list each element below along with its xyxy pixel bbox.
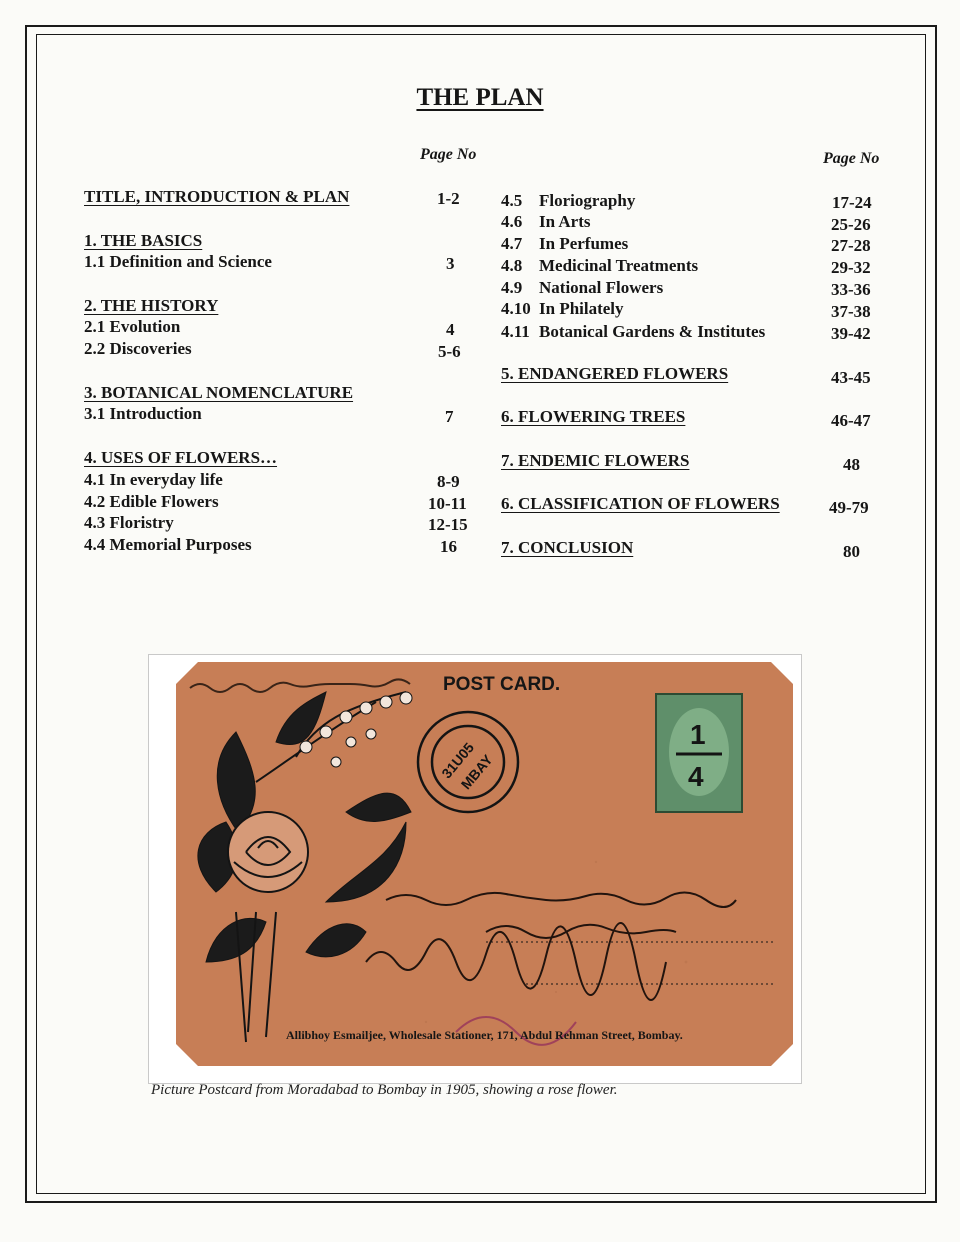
toc-page: 10-11 bbox=[428, 494, 467, 513]
toc-entry: 2.2 Discoveries bbox=[84, 339, 192, 358]
toc-endemic-flowers: 7. ENDEMIC FLOWERS bbox=[501, 451, 690, 470]
postmark bbox=[418, 712, 518, 812]
toc-entry: 4.9 National Flowers bbox=[501, 278, 664, 297]
toc-page: 7 bbox=[445, 407, 454, 426]
toc-endangered-flowers: 5. ENDANGERED FLOWERS bbox=[501, 364, 729, 383]
toc-entry: 4.8 Medicinal Treatments bbox=[501, 256, 699, 275]
postcard-artwork bbox=[176, 662, 793, 1066]
toc-page: 27-28 bbox=[831, 236, 871, 255]
toc-title-intro-plan: TITLE, INTRODUCTION & PLAN bbox=[84, 187, 350, 206]
toc-page: 39-42 bbox=[831, 324, 871, 343]
toc-page: 4 bbox=[446, 320, 455, 339]
toc-entry: 4.11 Botanical Gardens & Institutes bbox=[501, 322, 766, 341]
toc-page: 25-26 bbox=[831, 215, 871, 234]
rose-illustration bbox=[198, 692, 412, 1042]
toc-page: 3 bbox=[446, 254, 455, 273]
toc-entry: 3.1 Introduction bbox=[84, 404, 202, 423]
toc-page: 8-9 bbox=[437, 472, 460, 491]
toc-page: 49-79 bbox=[829, 498, 869, 517]
toc-entry: 4.3 Floristry bbox=[84, 513, 174, 532]
toc-the-basics: 1. THE BASICS bbox=[84, 231, 203, 250]
toc-flowering-trees: 6. FLOWERING TREES bbox=[501, 407, 686, 426]
toc-page: 37-38 bbox=[831, 302, 871, 321]
toc-page: 46-47 bbox=[831, 411, 871, 430]
page-no-header-left: Page No bbox=[420, 146, 477, 163]
postcard-stationer: Allibhoy Esmailjee, Wholesale Stationer, 171, Abdul Rehman Street, Bombay. bbox=[286, 1028, 683, 1042]
postage-stamp bbox=[656, 694, 742, 812]
toc-page: 29-32 bbox=[831, 258, 871, 277]
postmark-city: MBAY bbox=[457, 751, 496, 793]
toc-uses-of-flowers: 4. USES OF FLOWERS… bbox=[84, 448, 278, 467]
stamp-value-bottom: 4 bbox=[688, 761, 704, 792]
page-title: THE PLAN bbox=[416, 84, 544, 111]
toc-entry: 4.2 Edible Flowers bbox=[84, 492, 219, 511]
toc-page: 12-15 bbox=[428, 515, 468, 534]
toc-entry: 4.6 In Arts bbox=[501, 212, 591, 231]
toc-entry: 4.4 Memorial Purposes bbox=[84, 535, 252, 554]
stamp-value-top: 1 bbox=[690, 719, 706, 750]
toc-page: 48 bbox=[843, 455, 860, 474]
toc-page: 5-6 bbox=[438, 342, 461, 361]
toc-page: 1-2 bbox=[437, 189, 460, 208]
postmark-date: 31U05 bbox=[438, 739, 478, 782]
toc-page: 17-24 bbox=[832, 193, 872, 212]
toc-classification-of-flowers: 6. CLASSIFICATION OF FLOWERS bbox=[501, 494, 780, 513]
postcard-caption: Picture Postcard from Moradabad to Bombay in 1905, showing a rose flower. bbox=[151, 1082, 618, 1098]
toc-entry: 4.1 In everyday life bbox=[84, 470, 223, 489]
toc-entry: 2.1 Evolution bbox=[84, 317, 181, 336]
postcard-header: POST CARD. bbox=[443, 674, 561, 695]
toc-page: 16 bbox=[440, 537, 457, 556]
toc-entry: 4.5 Floriography bbox=[501, 191, 636, 210]
toc-the-history: 2. THE HISTORY bbox=[84, 296, 219, 315]
toc-conclusion: 7. CONCLUSION bbox=[501, 538, 634, 557]
toc-page: 43-45 bbox=[831, 368, 871, 387]
toc-page: 80 bbox=[843, 542, 860, 561]
toc-botanical-nomenclature: 3. BOTANICAL NOMENCLATURE bbox=[84, 383, 354, 402]
toc-entry: 4.10 In Philately bbox=[501, 299, 624, 318]
toc-page: 33-36 bbox=[831, 280, 871, 299]
postcard bbox=[176, 662, 793, 1066]
page-no-header-right: Page No bbox=[823, 150, 880, 167]
toc-entry: 1.1 Definition and Science bbox=[84, 252, 272, 271]
toc-entry: 4.7 In Perfumes bbox=[501, 234, 629, 253]
